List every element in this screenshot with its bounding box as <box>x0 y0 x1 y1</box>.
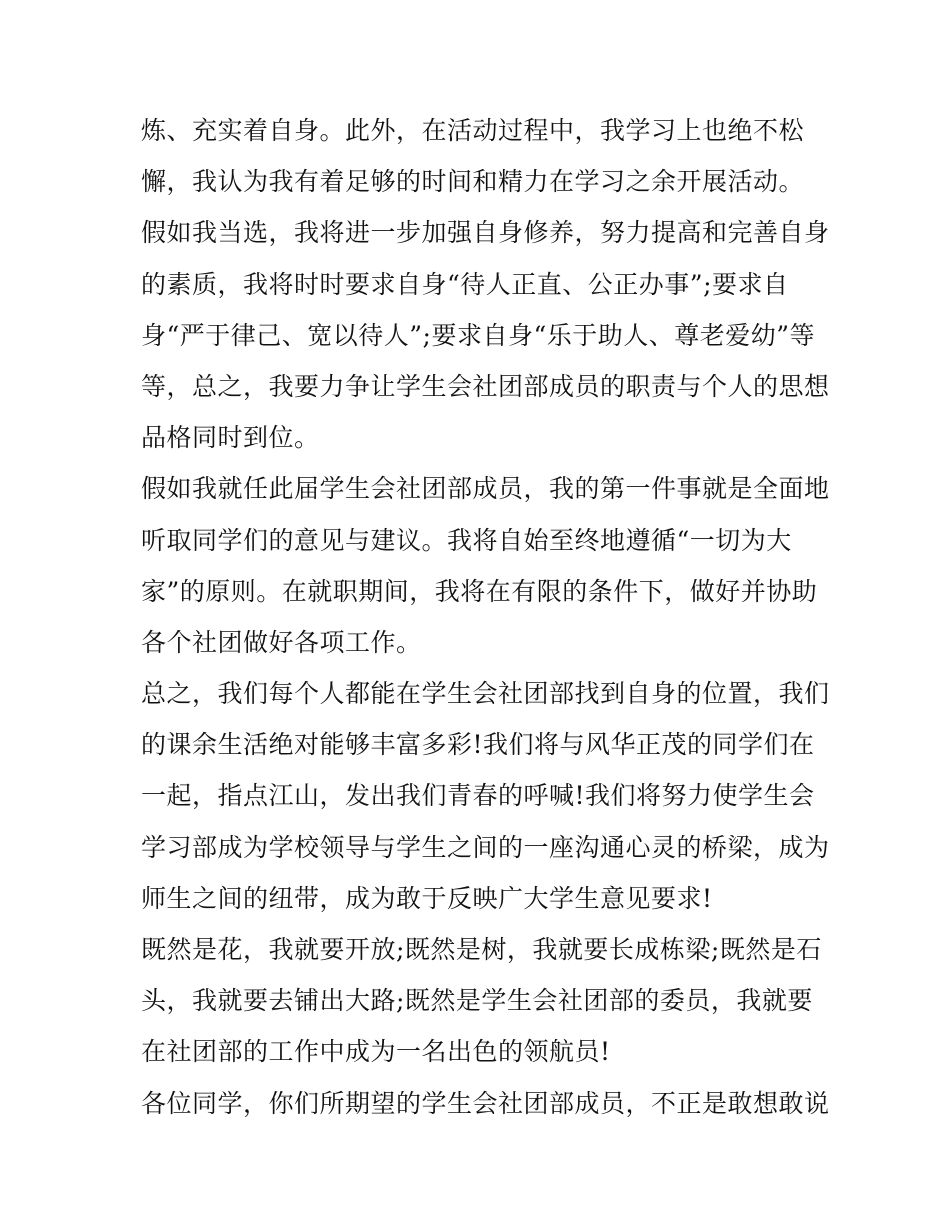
text-line: 炼、充实着自身。此外，在活动过程中，我学习上也绝不松 <box>141 116 805 145</box>
text-line: 一起，指点江山，发出我们青春的呼喊!我们将努力使学生会 <box>141 781 815 811</box>
text-line: 身“严于律己、宽以待人”;要求自身“乐于助人、尊老爱幼”等 <box>141 320 816 350</box>
text-line: 家”的原则。在就职期间，我将在有限的条件下，做好并协助 <box>141 576 818 606</box>
text-line: 既然是花，我就要开放;既然是树，我就要长成栋梁;既然是石 <box>141 935 822 964</box>
text-line: 假如我当选，我将进一步加强自身修养，努力提高和完善自身 <box>141 218 830 248</box>
text-line: 总之，我们每个人都能在学生会社团部找到自身的位置，我们 <box>141 679 830 709</box>
text-line: 学习部成为学校领导与学生之间的一座沟通心灵的桥梁，成为 <box>141 832 830 862</box>
text-line: 在社团部的工作中成为一名出色的领航员! <box>141 1037 611 1067</box>
text-line: 各个社团做好各项工作。 <box>141 627 422 657</box>
text-line: 等，总之，我要力争让学生会社团部成员的职责与个人的思想 <box>141 371 830 401</box>
text-line: 头，我就要去铺出大路;既然是学生会社团部的委员，我就要 <box>141 986 813 1016</box>
text-line: 师生之间的纽带，成为敢于反映广大学生意见要求! <box>141 883 713 913</box>
text-line: 懈，我认为我有着足够的时间和精力在学习之余开展活动。 <box>141 167 805 197</box>
text-line: 品格同时到位。 <box>141 423 320 453</box>
text-line: 各位同学，你们所期望的学生会社团部成员，不正是敢想敢说 <box>141 1088 830 1118</box>
body-text <box>141 105 830 1129</box>
text-line: 假如我就任此届学生会社团部成员，我的第一件事就是全面地 <box>141 474 830 504</box>
text-line: 听取同学们的意见与建议。我将自始至终地遵循“一切为大 <box>141 525 792 555</box>
text-line: 的素质，我将时时要求自身“待人正直、公正办事”;要求自 <box>141 269 789 299</box>
text-line: 的课余生活绝对能够丰富多彩!我们将与风华正茂的同学们在 <box>141 730 815 760</box>
